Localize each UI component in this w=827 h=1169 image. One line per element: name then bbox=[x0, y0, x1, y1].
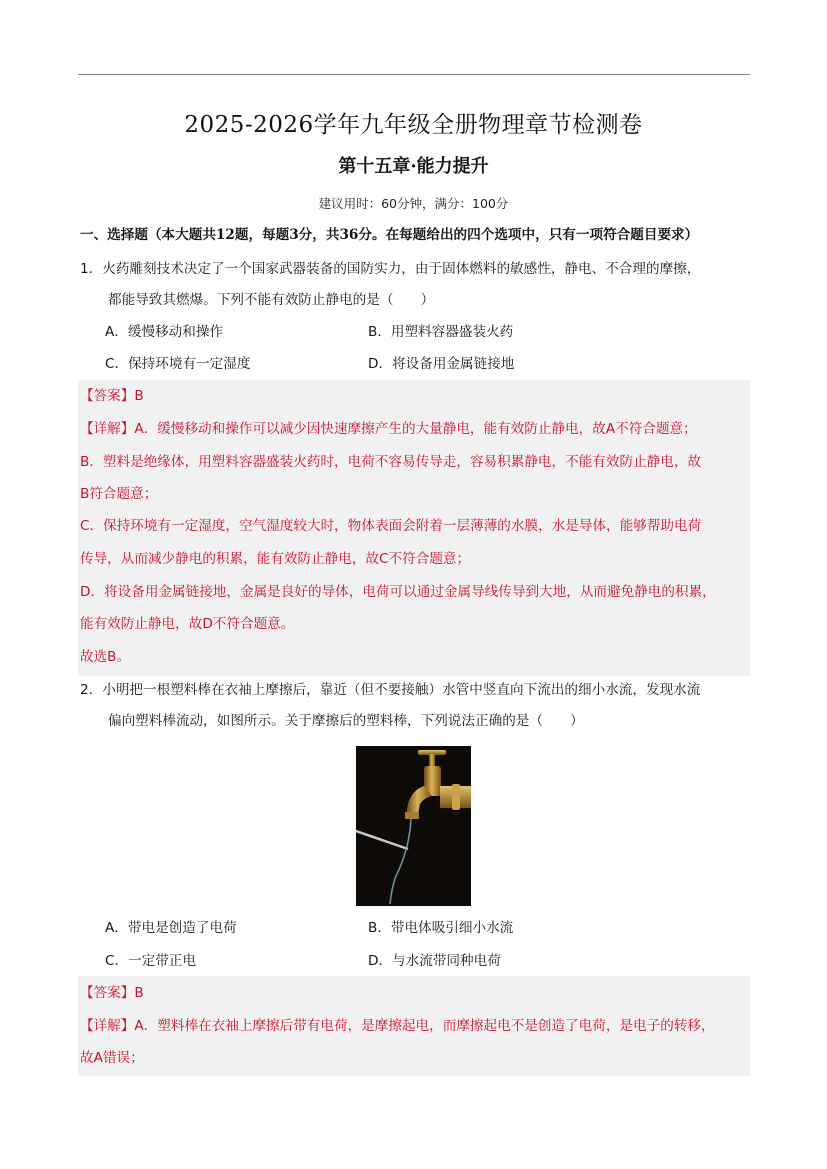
q1-option-b: B．用塑料容器盛装火药 bbox=[368, 324, 514, 340]
q2-option-c: C．一定带正电 bbox=[105, 953, 197, 969]
q2-option-d: D．与水流带同种电荷 bbox=[368, 953, 501, 969]
q2-stem-line2: 偏向塑料棒流动，如图所示。关于摩擦后的塑料棒，下列说法正确的是（ ） bbox=[108, 713, 584, 729]
q2-detail-line: 故A错误； bbox=[80, 1050, 144, 1066]
q2-option-a: A．带电是创造了电荷 bbox=[105, 920, 237, 936]
faucet-water-image bbox=[356, 746, 471, 906]
q1-detail-line: C．保持环境有一定湿度，空气湿度较大时，物体表面会附着一层薄薄的水膜，水是导体，能够帮助电荷 bbox=[80, 518, 702, 534]
page-title: 2025-2026学年九年级全册物理章节检测卷 bbox=[184, 112, 643, 138]
q1-option-a: A．缓慢移动和操作 bbox=[105, 324, 224, 340]
q1-stem-line1: 1．火药雕刻技术决定了一个国家武器装备的国防实力，由于固体燃料的敏感性，静电、不合理的摩擦， bbox=[80, 261, 701, 277]
q2-stem-line1: 2．小明把一根塑料棒在衣袖上摩擦后，靠近（但不要接触）水管中竖直向下流出的细小水流，发现水流 bbox=[80, 682, 701, 698]
q1-detail-line: D．将设备用金属链接地，金属是良好的导体，电荷可以通过金属导线传导到大地，从而避免静电的积累， bbox=[80, 584, 716, 600]
time-score-info: 建议用时：60分钟，满分：100分 bbox=[318, 196, 509, 211]
q1-detail-line: 【详解】A．缓慢移动和操作可以减少因快速摩擦产生的大量静电，能有效防止静电，故A不符合题意； bbox=[80, 421, 697, 437]
q2-answer: 【答案】B bbox=[80, 985, 144, 1001]
q2-option-b: B．带电体吸引细小水流 bbox=[368, 920, 514, 936]
section-heading: 一、选择题（本大题共12题，每题3分，共36分。在每题给出的四个选项中，只有一项符合题目要求） bbox=[80, 227, 699, 243]
q1-detail-line: 能有效防止静电，故D不符合题意。 bbox=[80, 616, 295, 632]
header-rule bbox=[78, 74, 750, 75]
q1-option-d: D．将设备用金属链接地 bbox=[368, 356, 515, 372]
q1-answer: 【答案】B bbox=[80, 388, 144, 404]
q1-detail-line: 故选B。 bbox=[80, 649, 131, 665]
q1-detail-line: B．塑料是绝缘体，用塑料容器盛装火药时，电荷不容易传导走，容易积累静电，不能有效防止静电，故 bbox=[80, 454, 702, 470]
chapter-subtitle: 第十五章·能力提升 bbox=[338, 156, 489, 177]
q1-detail-line: B符合题意； bbox=[80, 486, 158, 502]
q1-stem-line2: 都能导致其燃爆。下列不能有效防止静电的是（ ） bbox=[108, 292, 435, 308]
faucet-icon bbox=[356, 746, 471, 906]
q1-detail-line: 传导，从而减少静电的积累，能有效防止静电，故C不符合题意； bbox=[80, 551, 471, 567]
q1-option-c: C．保持环境有一定湿度 bbox=[105, 356, 251, 372]
q2-detail-line: 【详解】A．塑料棒在衣袖上摩擦后带有电荷，是摩擦起电，而摩擦起电不是创造了电荷，是电子的转移， bbox=[80, 1018, 715, 1034]
